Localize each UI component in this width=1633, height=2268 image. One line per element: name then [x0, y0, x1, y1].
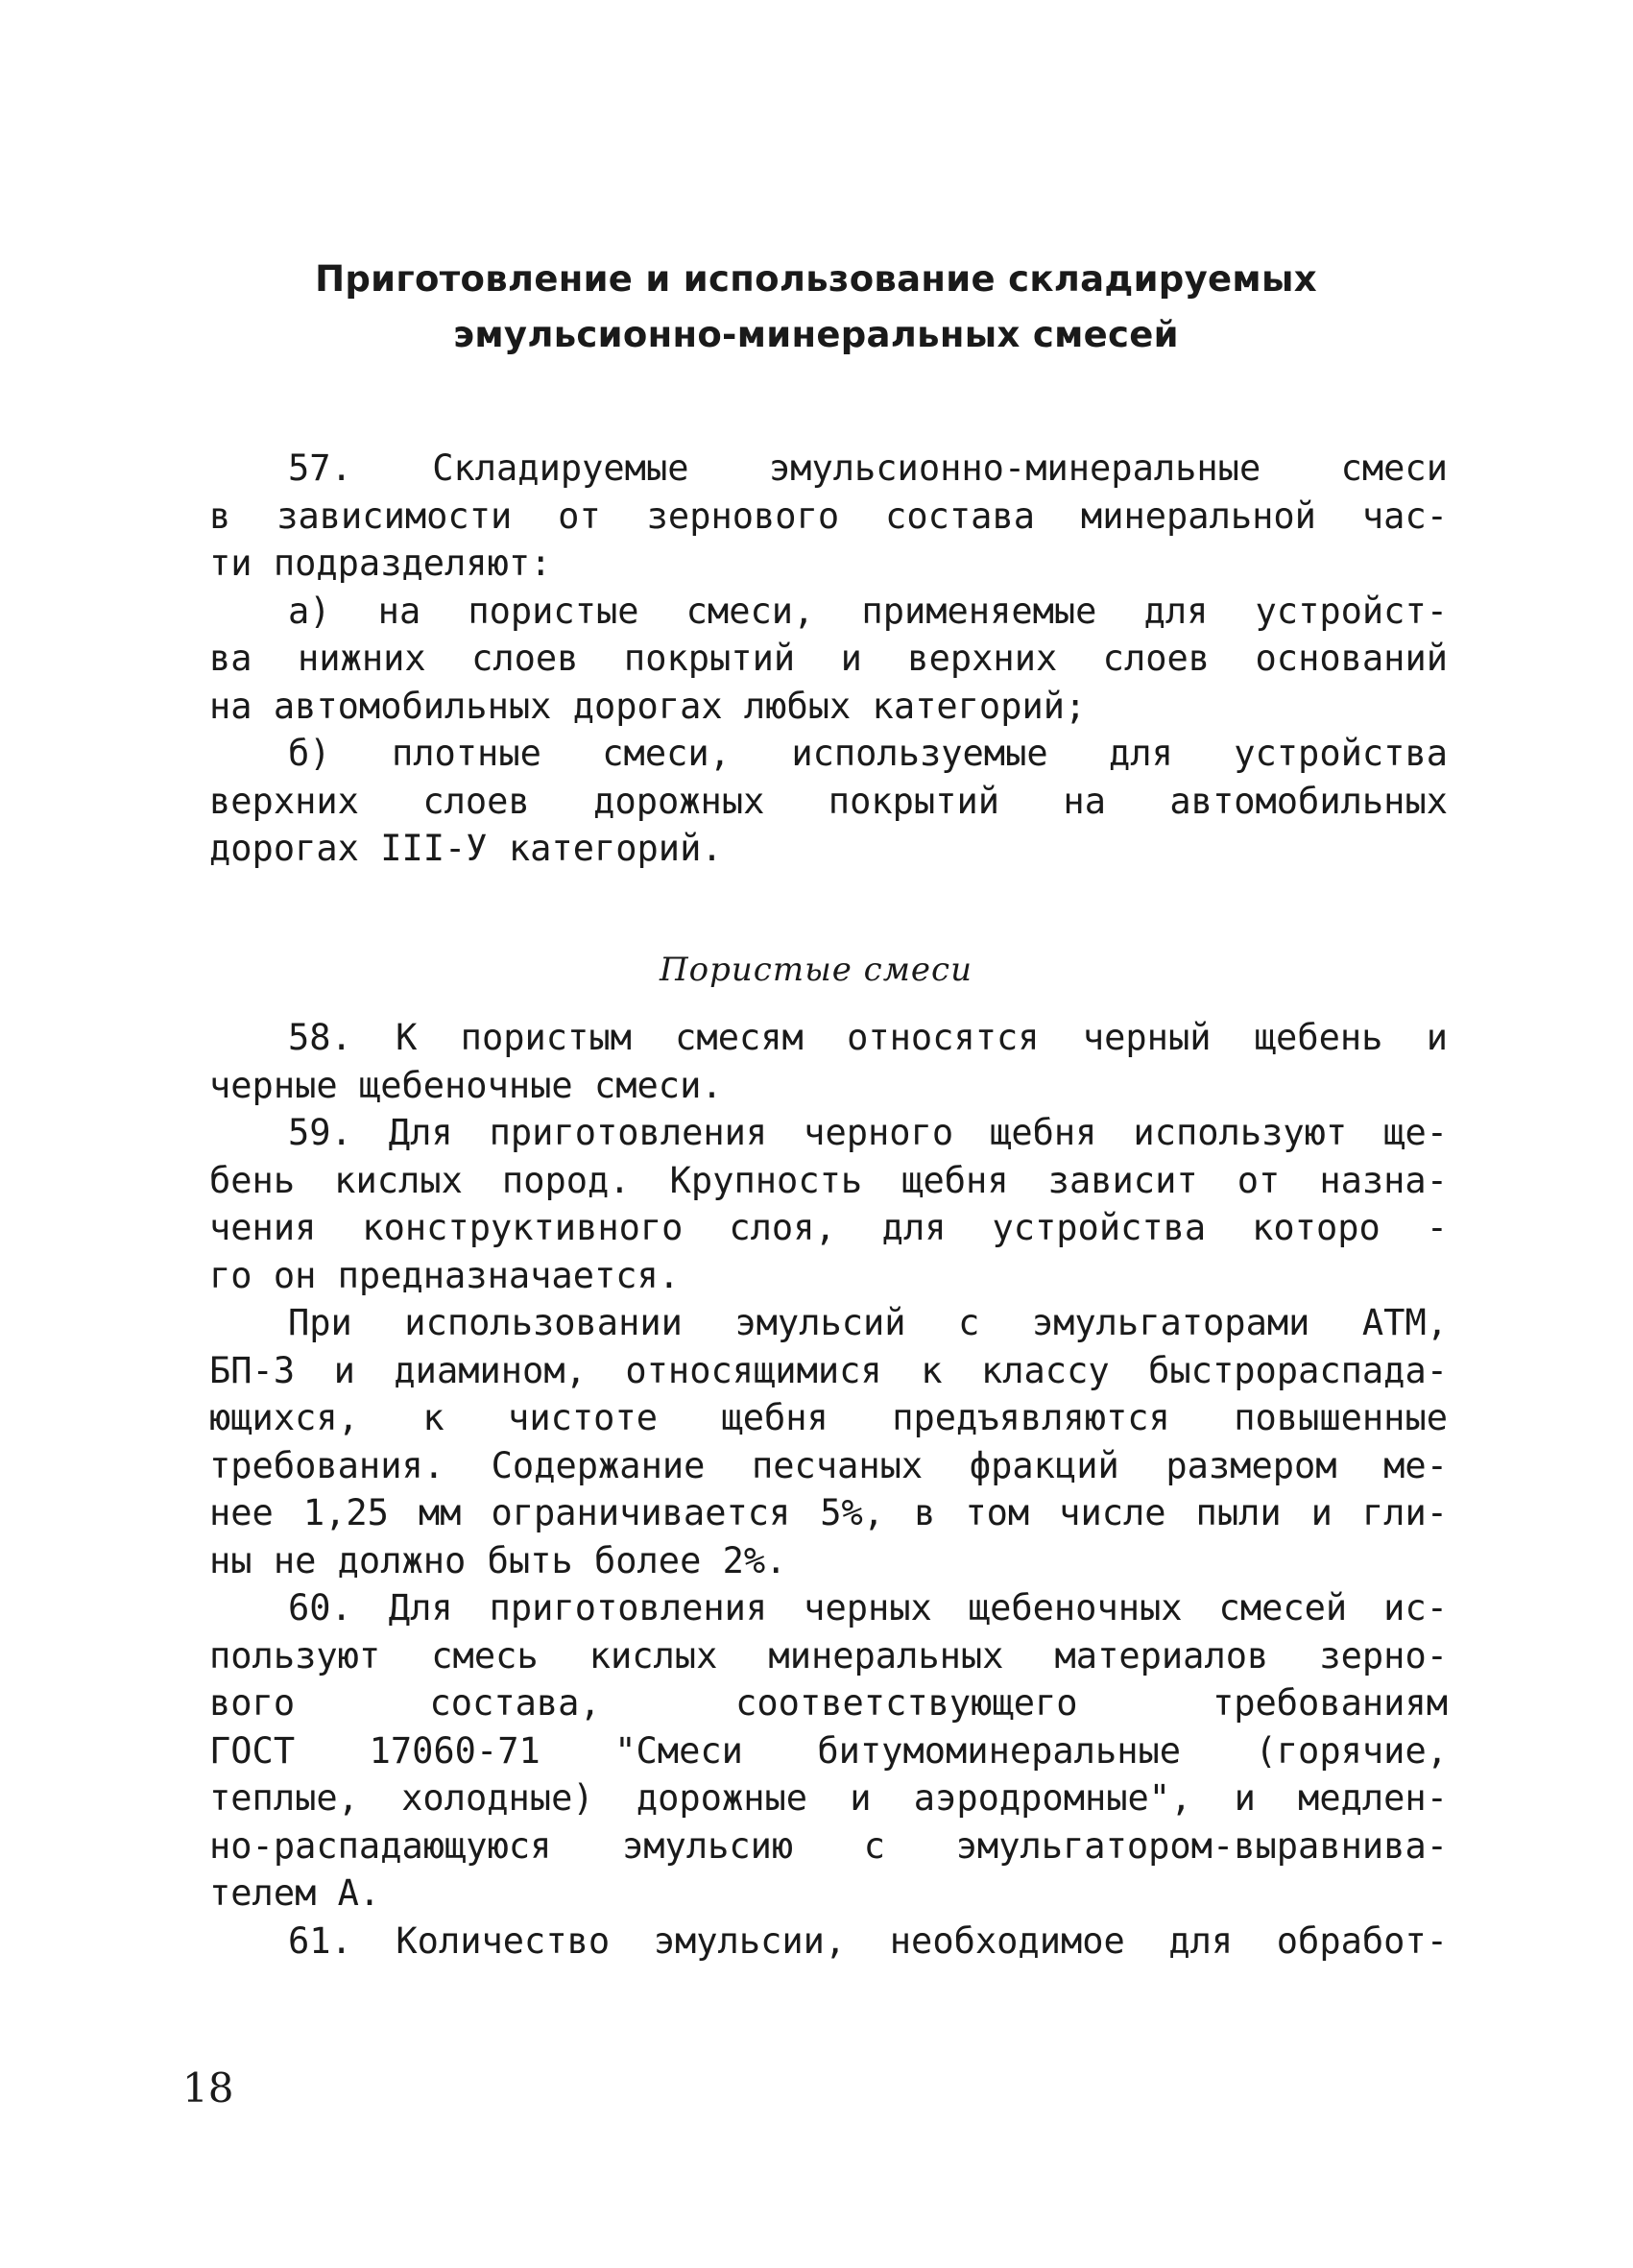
heading-line-1: Приготовление и использование складируемых — [315, 258, 1317, 300]
text-line: требования. Содержание песчаных фракций размером ме- — [209, 1444, 1448, 1486]
text-line: вого состава, соответствующего требованиям — [209, 1682, 1448, 1724]
text-line: б) плотные смеси, используемые для устройства — [288, 733, 1448, 774]
subsection-title: Пористые смеси — [660, 951, 973, 989]
section-heading — [288, 252, 1344, 363]
text-line: го он предназначается. — [209, 1254, 681, 1296]
text-line: 57. Складируемые эмульсионно-минеральные смеси — [288, 447, 1448, 489]
text-line: 61. Количество эмульсии, необходимое для обработ- — [288, 1919, 1448, 1962]
text-line: бень кислых пород. Крупность щебня зависит от назна- — [209, 1159, 1448, 1201]
paragraph-block-57 — [209, 445, 1448, 873]
text-line: ва нижних слоев покрытий и верхних слоев оснований — [209, 638, 1448, 679]
text-line: дорогах III-У категорий. — [209, 828, 723, 869]
text-line: пользуют смесь кислых минеральных материалов зерно- — [209, 1634, 1448, 1677]
text-line: верхних слоев дорожных покрытий на автомобильных — [209, 780, 1448, 822]
text-line: 59. Для приготовления черного щебня используют ще- — [288, 1112, 1448, 1153]
text-line: на автомобильных дорогах любых категорий; — [209, 685, 1087, 727]
text-line: нее 1,25 мм ограничивается 5%, в том числе пыли и гли- — [209, 1492, 1448, 1533]
text-line: ны не должно быть более 2%. — [209, 1539, 787, 1581]
text-line: ГОСТ 17060-71 "Смеси битумоминеральные (горячие, — [209, 1729, 1448, 1772]
text-line: 60. Для приготовления черных щебеночных смесей ис- — [288, 1587, 1448, 1629]
text-line: ющихся, к чистоте щебня предъявляются повышенные — [209, 1397, 1448, 1438]
text-line: черные щебеночные смеси. — [209, 1064, 723, 1106]
heading-line-2: эмульсионно-минеральных смесей — [453, 314, 1179, 355]
text-line: ти подразделяют: — [209, 543, 552, 584]
text-line: теплые, холодные) дорожные и аэродромные", и медлен- — [209, 1777, 1448, 1819]
text-line: 58. К пористым смесям относятся черный щебень и — [288, 1017, 1448, 1058]
text-line: в зависимости от зернового состава минеральной час- — [209, 495, 1448, 537]
paragraph-block-58-61 — [209, 1014, 1448, 1965]
page-number: 18 — [182, 2064, 234, 2111]
text-line: БП-3 и диамином, относящимися к классу быстрораспада- — [209, 1349, 1448, 1391]
text-line: чения конструктивного слоя, для устройства которо - — [209, 1207, 1448, 1248]
text-line: телем А. — [209, 1872, 381, 1914]
text-line: При использовании эмульсий с эмульгаторами АТМ, — [288, 1302, 1448, 1343]
text-line: а) на пористые смеси, применяемые для устройст- — [288, 590, 1448, 632]
text-line: но-распадающуюся эмульсию с эмульгатором-выравнива- — [209, 1824, 1448, 1867]
